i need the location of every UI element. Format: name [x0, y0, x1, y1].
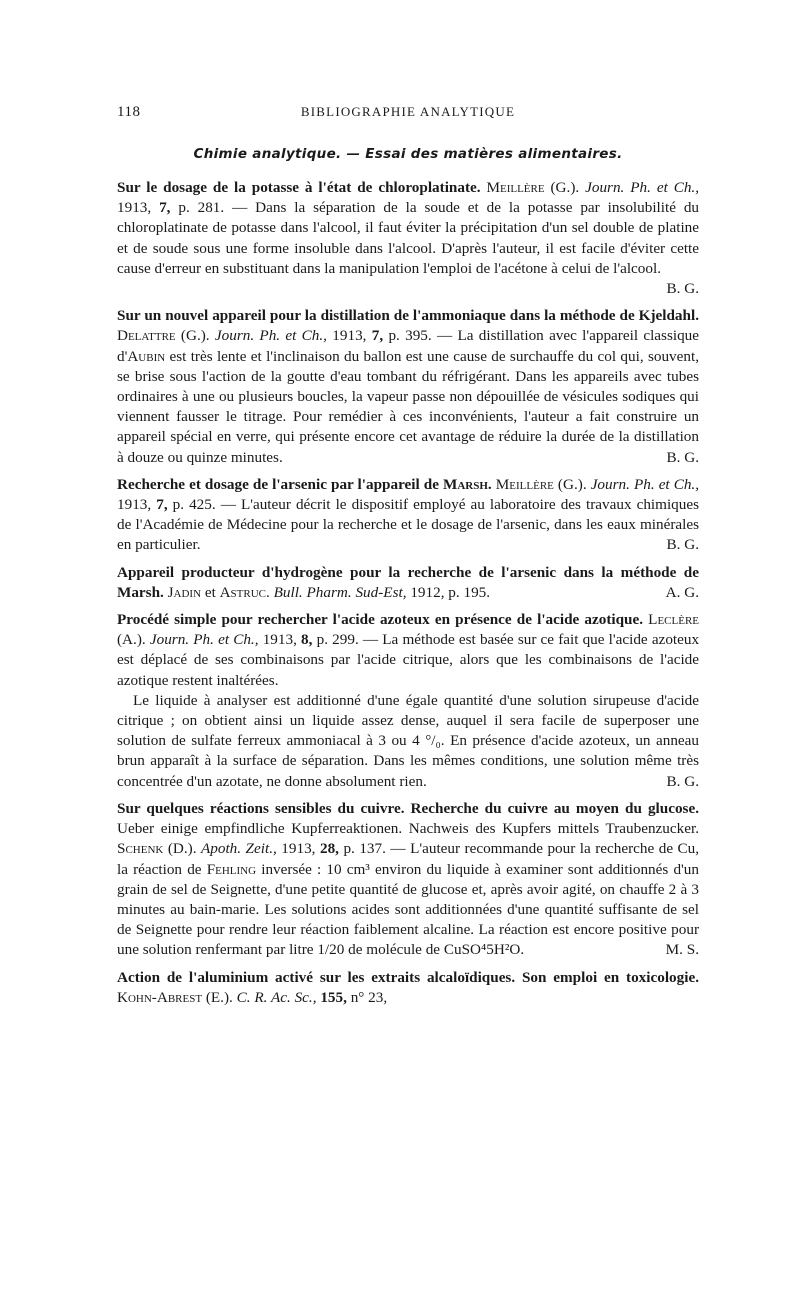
article-journal: Apoth. Zeit., — [201, 840, 277, 858]
article-kjeldahl — [117, 306, 699, 468]
article-journal: Bull. Pharm. Sud-Est, — [273, 583, 407, 601]
article-journal: Journ. Ph. et Ch., — [590, 475, 700, 493]
article-year: 1913, — [117, 199, 152, 217]
article-page: p. 195. — [448, 583, 491, 601]
journal-page — [117, 100, 699, 1015]
article-title: Sur quelques réactions sensibles du cuivre. Recherche du cuivre au moyen du glucose. — [117, 799, 699, 817]
article-body: — L'auteur décrit le dispositif employé au laboratoire des travaux chimiques de l'Académie de Médecine pour la recherche et le dosage de l'arsenic, dans les eaux minérales en particulier. — [117, 496, 700, 554]
article-title: Recherche et dosage de l'arsenic par l'appareil de — [117, 475, 444, 493]
article-author: Meillère (G.). — [495, 475, 587, 493]
article-page: n° 23, — [350, 988, 388, 1006]
article-page: p. 137. — [343, 840, 386, 858]
article-author-conj: et — [204, 583, 216, 601]
article-volume: 155, — [320, 988, 347, 1006]
article-year: 1913, — [117, 496, 152, 514]
article-german-title: Ueber einige empfindliche Kupferreaktionen. Nachweis des Kupfers mittels Traubenzucker. — [117, 820, 699, 838]
article-arsenic-marsh — [117, 475, 699, 556]
article-year: 1913, — [332, 327, 367, 345]
paragraph-unit: °/₀ — [425, 732, 441, 750]
article-title: Sur un nouvel appareil pour la distillation de l'ammoniaque dans la méthode de Kjeldahl. — [117, 307, 699, 325]
article-aluminium — [117, 968, 699, 1008]
article-author: Schenk (D.). — [117, 840, 197, 858]
article-body-name: Fehling — [206, 860, 257, 878]
article-author: Leclère (A.). — [117, 611, 699, 649]
page-number: 118 — [117, 104, 141, 120]
article-cuivre — [117, 799, 699, 961]
article-title: Appareil producteur d'hydrogène pour la recherche de l'arsenic dans la méthode de Marsh. — [117, 563, 699, 601]
article-year: 1913, — [281, 840, 316, 858]
article-volume: 8, — [301, 631, 313, 649]
article-volume: 28, — [319, 840, 339, 858]
running-title: BIBLIOGRAPHIE ANALYTIQUE — [300, 104, 516, 119]
article-year: 1912, — [410, 583, 445, 601]
article-page: p. 281. — [178, 199, 225, 217]
section-heading: Chimie analytique. — Essai des matières alimentaires. — [193, 146, 623, 162]
article-author: Kohn-Abrest (E.). — [117, 988, 233, 1006]
article-author-1: Jadin — [167, 583, 202, 601]
article-hydrogene — [117, 563, 699, 603]
article-acide-azoteux — [117, 610, 699, 792]
article-body-rest: inversée : 10 cm³ environ du liquide à examiner sont additionnés d'un grain de sel de Seignette, d'une petite quantité de glucose et, après avoir agité, on chauffe 2 à 3 minutes au bain-marie. Les solutions acides sont additionnées d'une quantité suffisante de sel de Seignette pour rendre leur réaction faiblement alcaline. La réaction est encore positive pour une solution renfermant par litre 1/20 de molécule de CuSO⁴5H²O. — [117, 860, 699, 959]
paragraph-rest: . En présence d'acide azoteux, un anneau brun apparaît à la surface de séparation. Dans les mêmes conditions, une solution même très concentrée d'un azotate, ne donne absolument rien. — [117, 732, 699, 790]
article-page: p. 425. — [172, 496, 216, 514]
article-body-name: Aubin — [127, 347, 166, 365]
article-author-2: Astruc. — [219, 583, 270, 601]
article-signature: B. G. — [666, 280, 699, 298]
article-title: Procédé simple pour rechercher l'acide azoteux en présence de l'acide azotique. — [117, 611, 644, 629]
page-header — [117, 100, 699, 126]
article-author: Delattre (G.). — [117, 327, 210, 345]
article-journal: C. R. Ac. Sc., — [236, 988, 317, 1006]
article-journal: Journ. Ph. et Ch., — [214, 327, 327, 345]
article-journal: Journ. Ph. et Ch., — [149, 631, 259, 649]
article-signature: A. G. — [665, 583, 699, 601]
paragraph-start: Le liquide à analyser est additionné d'une égale quantité d'une solution sirupeuse d'acide citrique ; on obtient ainsi un liquide assez dense, auquel il sera facile de superposer une solution de sulfate ferreux ammoniacal à 3 ou 4 — [117, 691, 699, 750]
article-body: — Dans la séparation de la soude et de la potasse par insolubilité du chloroplatinate de potasse dans l'alcool, il faut éviter la précipitation d'un sel double de platine et de soude sous une forme insoluble dans l'alcool. D'après l'auteur, il est facile d'éviter cette cause d'erreur en substituant dans la manipulation l'emploi de l'acétone à celui de l'alcool. — [117, 199, 700, 277]
article-signature: B. G. — [666, 772, 699, 790]
article-signature: M. S. — [665, 941, 699, 959]
article-body-start: — L'auteur recommande pour la recherche de Cu, la réaction de — [117, 840, 700, 878]
article-body-start: — La distillation avec l'appareil classique d' — [117, 327, 700, 365]
article-signature: B. G. — [666, 536, 699, 554]
article-title: Sur le dosage de la potasse à l'état de chloroplatinate. — [117, 179, 481, 196]
article-body-rest: est très lente et l'inclinaison du ballon est une cause de surchauffe du col qui, souvent, se brise sous l'action de la goutte d'eau tombant du réfrigérant. Dans les appareils avec tubes ordinaires à une ou plusieurs boucles, la vapeur passe non dépouillée de vésicules sodiques qui viennent fausser le titrage. Pour remédier à ces inconvénients, l'auteur a fait construire un appareil spécial en verre, qui présente encore cet avantage de réduire la durée de la distillation à douze ou quinze minutes. — [117, 347, 699, 466]
article-author: Meillère (G.). — [486, 179, 580, 196]
article-potasse — [117, 178, 699, 299]
article-volume: 7, — [156, 496, 168, 514]
article-signature: B. G. — [666, 448, 699, 466]
article-volume: 7, — [159, 199, 171, 217]
article-title: Action de l'aluminium activé sur les extraits alcaloïdiques. Son emploi en toxicologie. — [117, 968, 699, 986]
article-body: — La méthode est basée sur ce fait que l'acide azoteux est déplacé de ses combinaisons par l'acide citrique, alors que les combinaisons de l'acide azotique restent inaltérées. — [117, 631, 700, 689]
article-page: p. 299. — [316, 631, 359, 649]
article-page: p. 395. — [388, 327, 432, 345]
article-title-name: Marsh. — [443, 475, 492, 493]
article-year: 1913, — [262, 631, 297, 649]
article-paragraph — [117, 691, 699, 792]
article-journal: Journ. Ph. et Ch., — [585, 179, 700, 196]
article-volume: 7, — [371, 327, 384, 345]
